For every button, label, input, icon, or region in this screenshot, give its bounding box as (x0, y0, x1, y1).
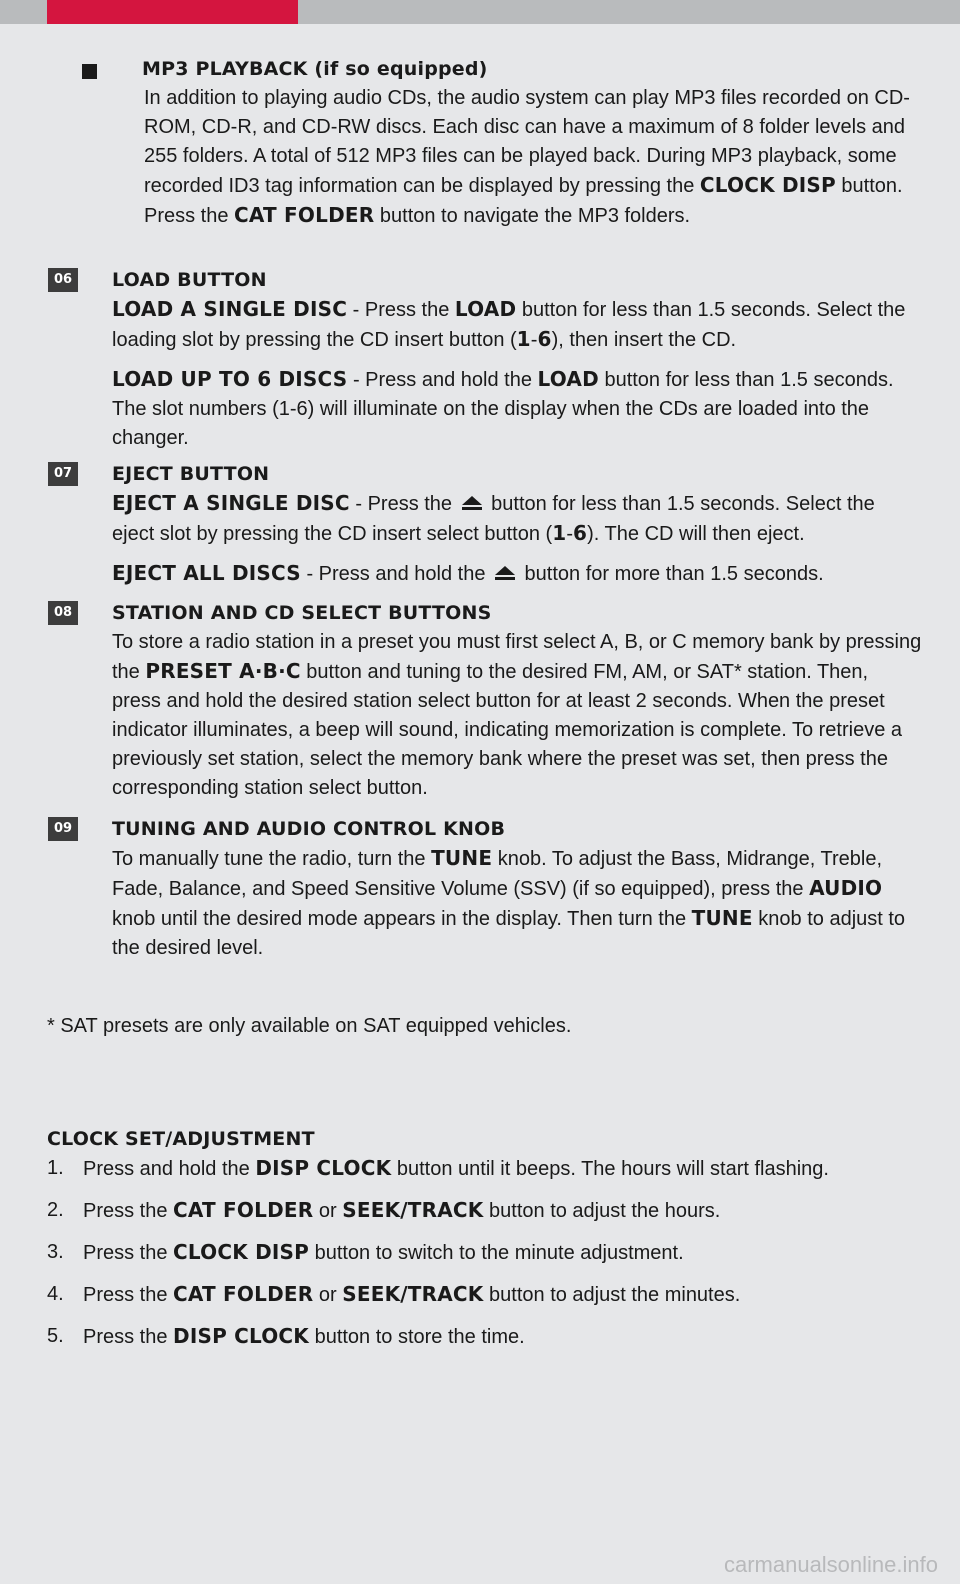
load-button-section (53, 266, 922, 453)
square-bullet-icon (82, 64, 97, 79)
eject-button-section (53, 460, 922, 589)
sat-footnote: * SAT presets are only available on SAT equipped vehicles. (47, 1015, 572, 1037)
list-item: 2. Press the CAT FOLDER or SEEK/TRACK button to adjust the hours. (47, 1198, 721, 1222)
clock-set-section (47, 1125, 907, 1364)
watermark: carmanualsonline.info (723, 1552, 938, 1577)
mp3-heading: MP3 PLAYBACK (if so equipped) (142, 58, 488, 80)
eject-single-disc-paragraph: EJECT A SINGLE DISC - Press the button for less than 1.5 seconds. Select the eject slot by pressing the CD insert select button (1-6). The CD will then eject. (112, 491, 875, 545)
section-badge-07: 07 (48, 462, 78, 486)
eject-icon (494, 565, 516, 581)
eject-all-discs-paragraph: EJECT ALL DISCS - Press and hold the button for more than 1.5 seconds. (112, 561, 824, 585)
mp3-body: In addition to playing audio CDs, the audio system can play MP3 files recorded on CD-ROM, CD-R, and CD-RW discs. Each disc can have a maximum of 8 folder levels and 255 folders. A total of 512 MP3 files can be played back. During MP3 playback, some recorded ID3 tag information can be displayed by pressing the CLOCK DISP button. Press the CAT FOLDER button to navigate the MP3 folders. (144, 87, 910, 227)
mp3-playback-section (112, 55, 912, 231)
tuning-heading: TUNING AND AUDIO CONTROL KNOB (112, 818, 506, 840)
section-badge-09: 09 (48, 817, 78, 841)
clock-heading: CLOCK SET/ADJUSTMENT (47, 1128, 315, 1150)
eject-heading: EJECT BUTTON (112, 463, 270, 485)
list-item: 3. Press the CLOCK DISP button to switch to the minute adjustment. (47, 1240, 684, 1264)
load-up-to-6-paragraph: LOAD UP TO 6 DISCS - Press and hold the LOAD button for less than 1.5 seconds. The slot numbers (1-6) will illuminate on the display when the CDs are loaded into the changer. (112, 367, 894, 449)
list-item: 4. Press the CAT FOLDER or SEEK/TRACK button to adjust the minutes. (47, 1282, 741, 1306)
list-item: 1. Press and hold the DISP CLOCK button until it beeps. The hours will start flashing. (47, 1156, 829, 1180)
top-bar (0, 0, 960, 24)
list-item: 5. Press the DISP CLOCK button to store the time. (47, 1324, 525, 1348)
station-paragraph: To store a radio station in a preset you must first select A, B, or C memory bank by pressing the PRESET A·B·C button and tuning to the desired FM, AM, or SAT* station. Then, press and hold the desired station select button for at least 2 seconds. When the preset indicator illuminates, a beep will sound, indicating memorization is complete. To retrieve a previously set station, select the memory bank where the preset was set, then press the corresponding station select button. (112, 631, 922, 799)
load-single-disc-paragraph: LOAD A SINGLE DISC - Press the LOAD button for less than 1.5 seconds. Select the loading slot by pressing the CD insert button (1-6), then insert the CD. (112, 297, 906, 351)
clock-steps-list (47, 1154, 907, 1352)
section-badge-06: 06 (48, 268, 78, 292)
section-badge-08: 08 (48, 601, 78, 625)
tuning-knob-section (53, 815, 922, 963)
top-bar-accent (47, 0, 298, 24)
tuning-paragraph: To manually tune the radio, turn the TUNE knob. To adjust the Bass, Midrange, Treble, Fade, Balance, and Speed Sensitive Volume (SSV) (if so equipped), press the AUDIO knob until the desired mode appears in the display. Then turn the TUNE knob to adjust to the desired level. (112, 846, 906, 959)
load-heading: LOAD BUTTON (112, 269, 267, 291)
station-heading: STATION AND CD SELECT BUTTONS (112, 602, 492, 624)
station-select-section (53, 599, 922, 803)
eject-icon (461, 495, 483, 511)
